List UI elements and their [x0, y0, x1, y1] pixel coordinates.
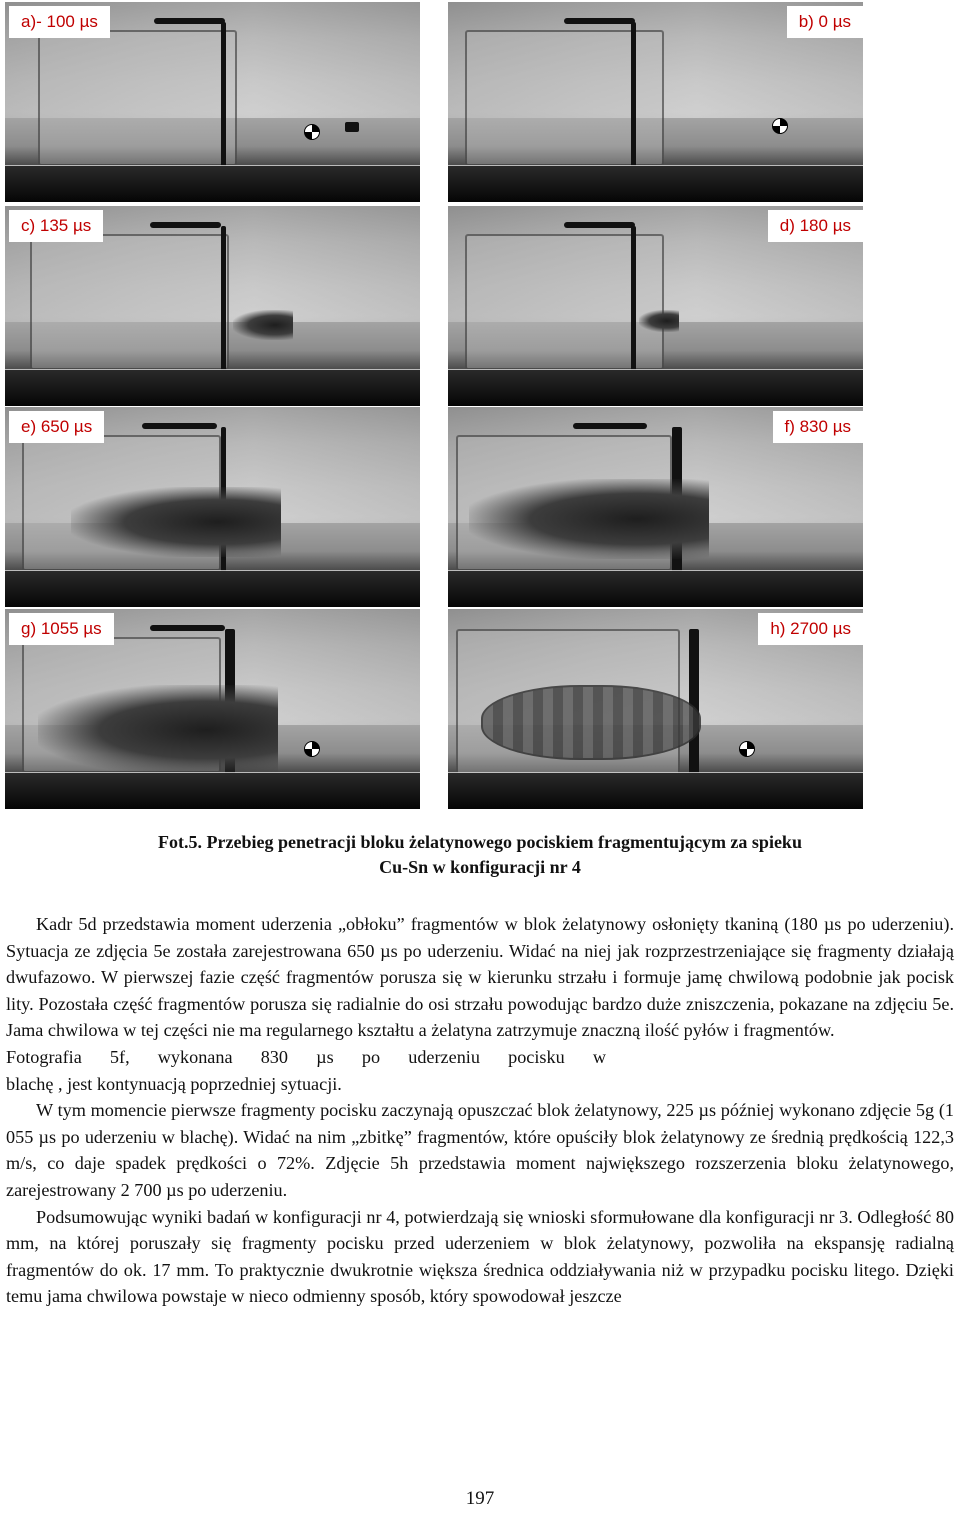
panel-label: e) 650 µs: [9, 411, 104, 443]
body-text: [6, 911, 954, 1310]
projectile: [345, 122, 359, 132]
photo-panel-d: [448, 206, 863, 406]
target-marker: [304, 124, 320, 140]
cavity-cloud: [71, 487, 281, 557]
figure-caption-line-1: Fot.5. Przebieg penetracji bloku żelatynowego pociskiem fragmentującym za spieku: [158, 832, 802, 852]
fragment-cloud: [639, 310, 679, 332]
panel-label: g) 1055 µs: [9, 613, 114, 645]
paragraph: Kadr 5d przedstawia moment uderzenia „obłoku” fragmentów w blok żelatynowy osłonięty tkaniną (180 µs po uderzeniu). Sytuacja ze zdjęcia 5e została zarejestrowana 650 µs po uderzeniu. Widać na niej jak rozprzestrzeniające się fragmenty działają dwufazowo. W pierwszej fazie część fragmentów porusza się w kierunku strzału i formuje jamę chwilową podobnie jak pocisk lity. Pozostała część fragmentów porusza się radialnie do osi strzału powodując bardzo duże zniszczenia, pokazane na zdjęciu 5e. Jama chwilowa w tej części nie ma regularnego kształtu a żelatyna zatrzymuje znaczną ilość pyłów i fragmentów.: [6, 914, 954, 1041]
photo-panel-a: [5, 2, 420, 202]
fabric-cover: [631, 226, 636, 374]
temporary-cavity: [481, 685, 701, 760]
paragraph: W tym momencie pierwsze fragmenty pocisku zaczynają opuszczać blok żelatynowy, 225 µs później wykonano zdjęcie 5g (1 055 µs po uderzeniu w blachę). Widać na nim „zbitkę” fragmentów, które opuściły blok żelatynowy ze średnią prędkością 122,3 m/s, co daje spadek prędkości o 72%. Zdjęcie 5h przedstawia moment największego rozszerzenia bloku żelatynowego, zarejestrowany 2 700 µs po uderzeniu.: [6, 1100, 954, 1200]
fabric-cover: [631, 22, 636, 170]
panel-label: c) 135 µs: [9, 210, 103, 242]
panel-label: d) 180 µs: [768, 210, 863, 242]
panel-label: f) 830 µs: [773, 411, 864, 443]
panel-label: b) 0 µs: [787, 6, 863, 38]
photo-panel-e: [5, 407, 420, 607]
panel-label: a)- 100 µs: [9, 6, 110, 38]
target-marker: [772, 118, 788, 134]
fabric-cover: [221, 226, 226, 374]
page-number: 197: [465, 1488, 495, 1509]
photo-panel-h: [448, 609, 863, 809]
paragraph: blachę , jest kontynuacją poprzedniej sytuacji.: [6, 1073, 342, 1094]
photo-panel-g: [5, 609, 420, 809]
paragraph: Podsumowując wyniki badań w konfiguracji nr 4, potwierdzają się wnioski sformułowane dla konfiguracji nr 3. Odległość 80 mm, na której poruszały się fragmenty pocisku przed uderzeniem w blok żelatynowy, pozwoliła na ekspansję radialną fragmentów do ok. 17 mm. To praktycznie dwukrotnie większa średnica oddziaływania niż w przypadku pocisku litego. Dzięki temu jama chwilowa powstaje w nieco odmienny sposób, który spowodował jeszcze: [6, 1206, 954, 1307]
cavity-cloud: [38, 685, 278, 775]
panel-label: h) 2700 µs: [758, 613, 863, 645]
fragment-cloud: [233, 310, 293, 340]
photo-panel-c: [5, 206, 420, 406]
figure-caption-line-2: Cu-Sn w konfiguracji nr 4: [379, 857, 581, 877]
paragraph: Fotografia 5f, wykonana 830 µs po uderzeniu pocisku w: [6, 1046, 606, 1067]
target-marker: [304, 741, 320, 757]
gelatin-block: [38, 30, 237, 166]
target-marker: [739, 741, 755, 757]
gelatin-block: [30, 234, 229, 370]
photo-panel-b: [448, 2, 863, 202]
cavity-cloud: [469, 479, 709, 559]
photo-panel-f: [448, 407, 863, 607]
fabric-cover: [221, 22, 226, 170]
